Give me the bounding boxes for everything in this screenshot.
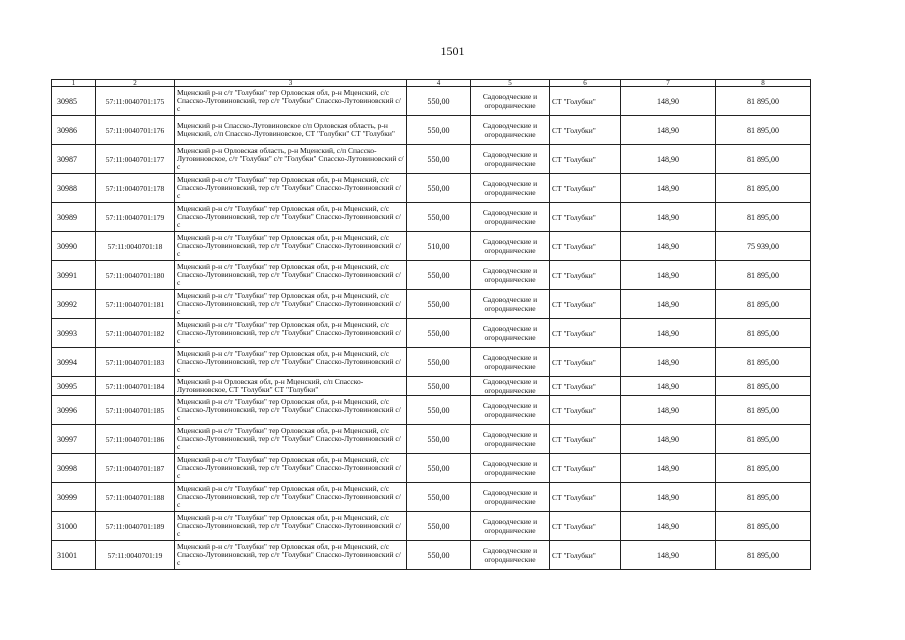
unit-price-cell: 148,90 [621,290,716,319]
address-text: Мценский р-н с/т "Голубки" тер Орловская обл, р-н Мценский, с/с Спасско-Лутовиновский, тер с/т "Голубки" Спасско-Лутовиновский с/с [177,292,401,316]
area-cell: 550,00 [407,261,471,290]
area-cell: 550,00 [407,512,471,541]
cadastral-number: 57:11:0040701:182 [96,319,175,348]
table-row [52,541,811,570]
column-header: 5 [471,80,550,87]
area-cell: 550,00 [407,454,471,483]
table-row [52,232,811,261]
organization-cell: СТ "Голубки" [550,396,621,425]
row-number: 30986 [52,116,96,145]
address-cell [175,541,407,570]
cadastral-value-cell: 81 895,00 [716,145,811,174]
row-number: 30997 [52,425,96,454]
unit-price-cell: 148,90 [621,261,716,290]
address-cell [175,319,407,348]
table-row [52,377,811,396]
row-number: 30988 [52,174,96,203]
cadastral-value-cell: 81 895,00 [716,483,811,512]
organization-cell: СТ "Голубки" [550,454,621,483]
column-header: 7 [621,80,716,87]
column-header: 8 [716,80,811,87]
row-number: 30995 [52,377,96,396]
table-row [52,116,811,145]
cadastral-value-cell: 81 895,00 [716,541,811,570]
column-header: 4 [407,80,471,87]
table-row [52,261,811,290]
address-text: Мценский р-н с/т "Голубки" тер Орловская обл, р-н Мценский, с/с Спасско-Лутовиновский, тер с/т "Голубки" Спасско-Лутовиновский с/с [177,234,401,258]
table-row [52,87,811,116]
unit-price-cell: 148,90 [621,454,716,483]
address-text: Мценский р-н с/т "Голубки" тер Орловская обл, р-н Мценский, с/с Спасско-Лутовиновский, тер с/т "Голубки" Спасско-Лутовиновский с/с [177,176,401,200]
page-number: 1501 [440,44,465,58]
land-use-cell: Садоводческие и огороднические [471,203,550,232]
column-header: 6 [550,80,621,87]
cadastral-number: 57:11:0040701:176 [96,116,175,145]
unit-price-cell: 148,90 [621,512,716,541]
organization-cell: СТ "Голубки" [550,145,621,174]
area-cell: 550,00 [407,425,471,454]
organization-cell: СТ "Голубки" [550,232,621,261]
address-cell [175,512,407,541]
organization-cell: СТ "Голубки" [550,377,621,396]
table-row [52,174,811,203]
unit-price-cell: 148,90 [621,87,716,116]
row-number: 31001 [52,541,96,570]
land-use-cell: Садоводческие и огороднические [471,377,550,396]
cadastral-value-cell: 81 895,00 [716,319,811,348]
unit-price-cell: 148,90 [621,396,716,425]
cadastral-value-cell: 81 895,00 [716,174,811,203]
row-number: 30999 [52,483,96,512]
cadastral-number: 57:11:0040701:188 [96,483,175,512]
table-row [52,396,811,425]
address-text: Мценский р-н с/т "Голубки" тер Орловская обл, р-н Мценский, с/с Спасско-Лутовиновский, тер с/т "Голубки" Спасско-Лутовиновский с/с [177,398,401,422]
table-body [52,87,811,570]
land-use-cell: Садоводческие и огороднические [471,87,550,116]
address-cell [175,87,407,116]
address-text: Мценский р-н с/т "Голубки" тер Орловская обл, р-н Мценский, с/с Спасско-Лутовиновский, тер с/т "Голубки" Спасско-Лутовиновский с/с [177,263,401,287]
area-cell: 550,00 [407,319,471,348]
cadastral-value-cell: 81 895,00 [716,512,811,541]
address-text: Мценский р-н с/т "Голубки" тер Орловская обл, р-н Мценский, с/с Спасско-Лутовиновский, тер с/т "Голубки" Спасско-Лутовиновский с/с [177,89,401,113]
land-use-cell: Садоводческие и огороднические [471,541,550,570]
row-number: 30993 [52,319,96,348]
unit-price-cell: 148,90 [621,203,716,232]
cadastral-number: 57:11:0040701:189 [96,512,175,541]
cadastral-number: 57:11:0040701:186 [96,425,175,454]
row-number: 30992 [52,290,96,319]
cadastral-number: 57:11:0040701:19 [96,541,175,570]
area-cell: 550,00 [407,145,471,174]
organization-cell: СТ "Голубки" [550,203,621,232]
cadastral-number: 57:11:0040701:18 [96,232,175,261]
address-cell [175,261,407,290]
address-text: Мценский р-н Орловская обл, р-н Мценский, с/п Спасско-Лутовиновское, СТ "Голубки" СТ "Голубки" [177,378,364,394]
land-use-cell: Садоводческие и огороднические [471,145,550,174]
cadastral-value-cell: 81 895,00 [716,290,811,319]
table-row [52,290,811,319]
address-text: Мценский р-н Спасско-Лутовиновское с/п Орловская область, р-н Мценский, с/п Спасско-Лутовиновское, СТ "Голубки" СТ "Голубки" [177,122,395,138]
header-row [52,80,811,87]
unit-price-cell: 148,90 [621,232,716,261]
table-row [52,454,811,483]
unit-price-cell: 148,90 [621,425,716,454]
address-text: Мценский р-н Орловская область, р-н Мценский, с/п Спасско-Лутовиновское, с/т "Голубки" с/т "Голубки" Спасско-Лутовиновский с/с [177,147,404,171]
organization-cell: СТ "Голубки" [550,512,621,541]
cadastral-value-cell: 81 895,00 [716,454,811,483]
cadastral-value-cell: 81 895,00 [716,261,811,290]
row-number: 30987 [52,145,96,174]
cadastral-number: 57:11:0040701:180 [96,261,175,290]
table-row [52,512,811,541]
address-cell [175,377,407,396]
land-use-cell: Садоводческие и огороднические [471,512,550,541]
row-number: 30991 [52,261,96,290]
address-text: Мценский р-н с/т "Голубки" тер Орловская обл, р-н Мценский, с/с Спасско-Лутовиновский, тер с/т "Голубки" Спасско-Лутовиновский с/с [177,427,401,451]
row-number: 30985 [52,87,96,116]
area-cell: 550,00 [407,396,471,425]
unit-price-cell: 148,90 [621,319,716,348]
cadastral-number: 57:11:0040701:178 [96,174,175,203]
organization-cell: СТ "Голубки" [550,290,621,319]
area-cell: 550,00 [407,87,471,116]
table-row [52,203,811,232]
cadastral-value-cell: 81 895,00 [716,425,811,454]
address-cell [175,232,407,261]
address-cell [175,348,407,377]
area-cell: 550,00 [407,348,471,377]
area-cell: 550,00 [407,203,471,232]
table-row [52,145,811,174]
unit-price-cell: 148,90 [621,541,716,570]
address-cell [175,174,407,203]
cadastral-number: 57:11:0040701:181 [96,290,175,319]
table-row [52,319,811,348]
land-use-cell: Садоводческие и огороднические [471,174,550,203]
area-cell: 550,00 [407,116,471,145]
land-use-cell: Садоводческие и огороднические [471,232,550,261]
address-cell [175,145,407,174]
area-cell: 550,00 [407,483,471,512]
land-use-cell: Садоводческие и огороднические [471,348,550,377]
land-use-cell: Садоводческие и огороднические [471,483,550,512]
row-number: 30998 [52,454,96,483]
unit-price-cell: 148,90 [621,377,716,396]
organization-cell: СТ "Голубки" [550,425,621,454]
area-cell: 550,00 [407,377,471,396]
table-row [52,483,811,512]
cadastral-number: 57:11:0040701:179 [96,203,175,232]
cadastral-value-cell: 81 895,00 [716,116,811,145]
address-text: Мценский р-н с/т "Голубки" тер Орловская обл, р-н Мценский, с/с Спасско-Лутовиновский, тер с/т "Голубки" Спасско-Лутовиновский с/с [177,514,401,538]
column-header: 3 [175,80,407,87]
land-use-cell: Садоводческие и огороднические [471,454,550,483]
cadastral-number: 57:11:0040701:183 [96,348,175,377]
organization-cell: СТ "Голубки" [550,87,621,116]
cadastral-number: 57:11:0040701:177 [96,145,175,174]
area-cell: 550,00 [407,541,471,570]
column-header: 2 [96,80,175,87]
cadastral-value-cell: 81 895,00 [716,203,811,232]
table-row [52,348,811,377]
address-text: Мценский р-н с/т "Голубки" тер Орловская обл, р-н Мценский, с/с Спасско-Лутовиновский, тер с/т "Голубки" Спасско-Лутовиновский с/с [177,321,401,345]
table-row [52,425,811,454]
row-number: 30990 [52,232,96,261]
address-cell [175,425,407,454]
unit-price-cell: 148,90 [621,348,716,377]
address-text: Мценский р-н с/т "Голубки" тер Орловская обл, р-н Мценский, с/с Спасско-Лутовиновский, тер с/т "Голубки" Спасско-Лутовиновский с/с [177,543,401,567]
land-use-cell: Садоводческие и огороднические [471,261,550,290]
organization-cell: СТ "Голубки" [550,116,621,145]
address-cell [175,116,407,145]
address-cell [175,290,407,319]
address-text: Мценский р-н с/т "Голубки" тер Орловская обл, р-н Мценский, с/с Спасско-Лутовиновский, тер с/т "Голубки" Спасско-Лутовиновский с/с [177,205,401,229]
cadastral-value-cell: 81 895,00 [716,377,811,396]
row-number: 30989 [52,203,96,232]
organization-cell: СТ "Голубки" [550,348,621,377]
organization-cell: СТ "Голубки" [550,483,621,512]
organization-cell: СТ "Голубки" [550,319,621,348]
land-use-cell: Садоводческие и огороднические [471,319,550,348]
unit-price-cell: 148,90 [621,145,716,174]
row-number: 31000 [52,512,96,541]
land-use-cell: Садоводческие и огороднические [471,116,550,145]
land-use-cell: Садоводческие и огороднические [471,290,550,319]
address-text: Мценский р-н с/т "Голубки" тер Орловская обл, р-н Мценский, с/с Спасско-Лутовиновский, тер с/т "Голубки" Спасско-Лутовиновский с/с [177,456,401,480]
unit-price-cell: 148,90 [621,174,716,203]
address-cell [175,396,407,425]
unit-price-cell: 148,90 [621,483,716,512]
cadastral-value-cell: 81 895,00 [716,87,811,116]
cadastral-value-cell: 81 895,00 [716,348,811,377]
cadastral-number: 57:11:0040701:187 [96,454,175,483]
address-text: Мценский р-н с/т "Голубки" тер Орловская обл, р-н Мценский, с/с Спасско-Лутовиновский, тер с/т "Голубки" Спасско-Лутовиновский с/с [177,350,401,374]
address-cell [175,203,407,232]
area-cell: 550,00 [407,290,471,319]
land-use-cell: Садоводческие и огороднические [471,396,550,425]
unit-price-cell: 148,90 [621,116,716,145]
row-number: 30996 [52,396,96,425]
cadastral-number: 57:11:0040701:185 [96,396,175,425]
column-header: 1 [52,80,96,87]
land-use-cell: Садоводческие и огороднические [471,425,550,454]
address-text: Мценский р-н с/т "Голубки" тер Орловская обл, р-н Мценский, с/с Спасско-Лутовиновский, тер с/т "Голубки" Спасско-Лутовиновский с/с [177,485,401,509]
cadastral-number: 57:11:0040701:184 [96,377,175,396]
area-cell: 550,00 [407,174,471,203]
cadastral-value-cell: 81 895,00 [716,396,811,425]
organization-cell: СТ "Голубки" [550,174,621,203]
cadastral-number: 57:11:0040701:175 [96,87,175,116]
row-number: 30994 [52,348,96,377]
organization-cell: СТ "Голубки" [550,541,621,570]
address-cell [175,454,407,483]
organization-cell: СТ "Голубки" [550,261,621,290]
address-cell [175,483,407,512]
area-cell: 510,00 [407,232,471,261]
registry-table [51,79,811,570]
cadastral-value-cell: 75 939,00 [716,232,811,261]
